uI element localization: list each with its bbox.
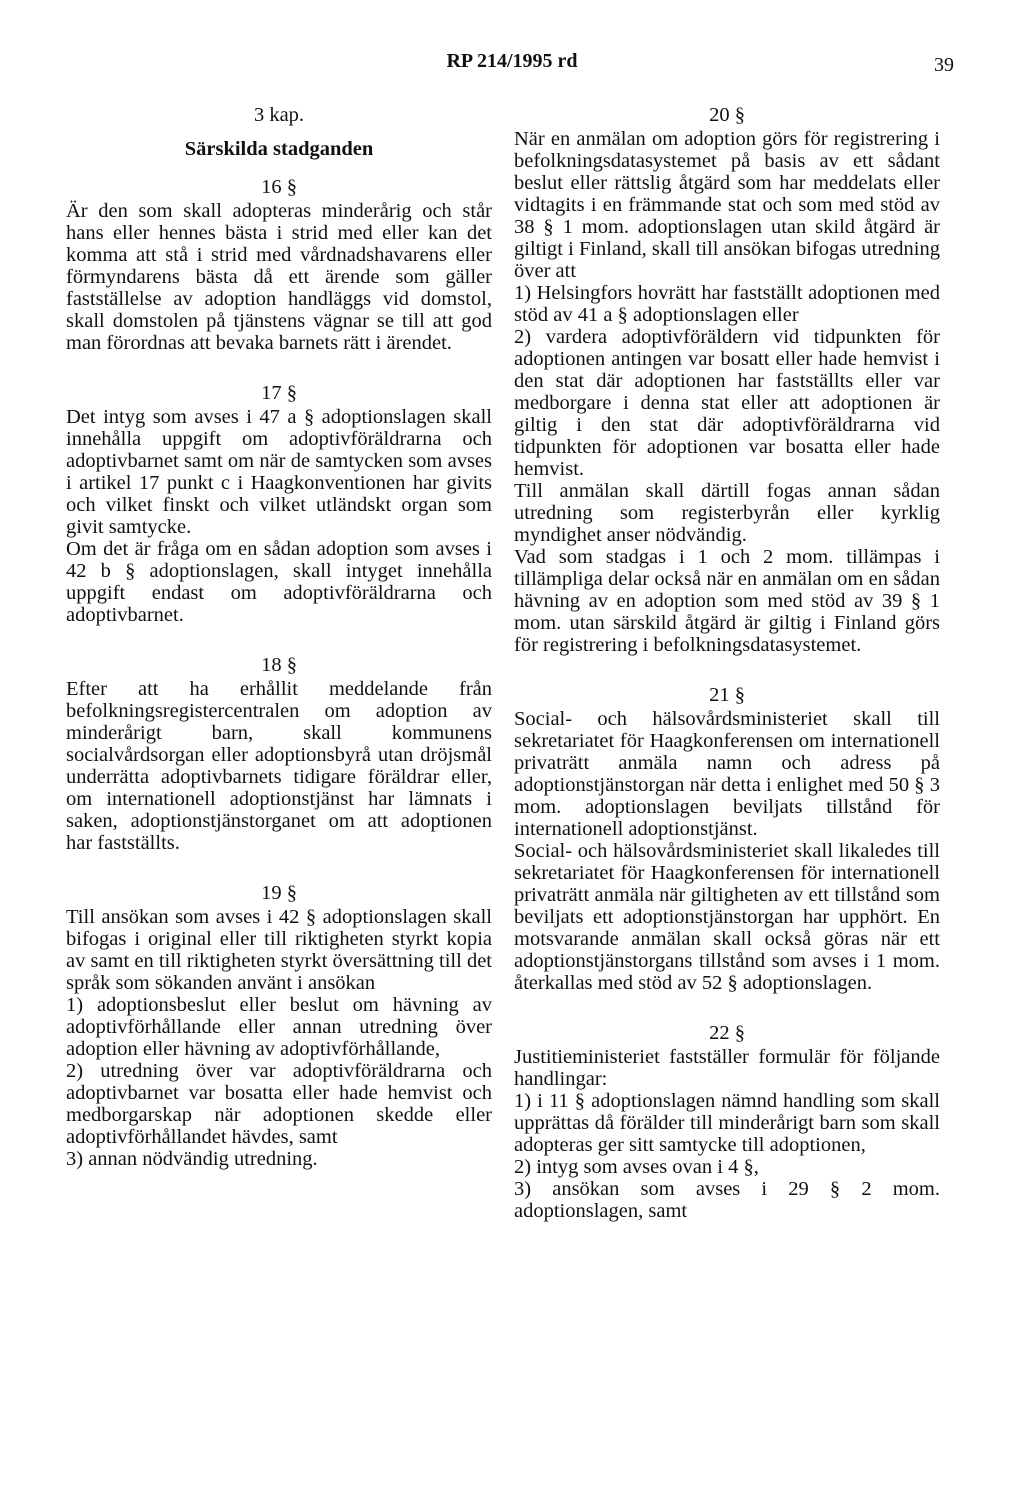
- chapter-number: 3 kap.: [253, 104, 305, 126]
- section-number: 21 §: [709, 684, 745, 706]
- section-22: [514, 1022, 940, 1222]
- left-column: [66, 104, 492, 1198]
- paragraph: Justitieministeriet fastställer formulär för följande handlingar:: [514, 1046, 940, 1090]
- section-number: 16 §: [261, 176, 297, 198]
- paragraph: Efter att ha erhållit meddelande från befolkningsregistercentralen om adoption av minderårigt barn, skall kommunens socialvårdsorgan eller adoptionsbyrå utan dröjsmål underrätta adoptivbarnets tidigare föräldrar eller, om internationell adoptionstjänst har lämnats i saken, adoptionstjänstorganet om att adoptionen har fastställts.: [66, 678, 492, 854]
- right-column: [514, 104, 940, 1250]
- section-19: [66, 882, 492, 1170]
- paragraph: Social- och hälsovårdsministeriet skall likaledes till sekretariatet för Haagkonferensen för internationell privaträtt anmäla när giltigheten av ett tillstånd som beviljats ett adoptionstjänstorgan har upphört. En motsvarande anmälan skall också göras när ett adoptionstjänstorgans tillstånd som avses i 1 mom. återkallas med stöd av 52 § adoptionslagen.: [514, 840, 940, 994]
- paragraph: 3) ansökan som avses i 29 § 2 mom. adoptionslagen, samt: [514, 1178, 940, 1222]
- page-number: 39: [934, 54, 954, 76]
- paragraph: 1) i 11 § adoptionslagen nämnd handling som skall upprättas då förälder till minderårigt barn som skall adopteras ger sitt samtycke till adoptionen,: [514, 1090, 940, 1156]
- section-number: 22 §: [709, 1022, 745, 1044]
- paragraph: 3) annan nödvändig utredning.: [66, 1148, 318, 1170]
- paragraph: Är den som skall adopteras minderårig och står hans eller hennes bästa i strid med eller kan det komma att stå i strid med vårdnadshavarens eller förmyndarens bästa då ett ärende som gäller fastställelse av adoption handläggs vid domstol, skall domstolen på tjänstens vägnar se till att god man förordnas att bevaka barnets rätt i ärendet.: [66, 200, 492, 354]
- section-number: 18 §: [261, 654, 297, 676]
- paragraph: Till ansökan som avses i 42 § adoptionslagen skall bifogas i original eller till riktigheten styrkt kopia av samt en till riktigheten styrkt översättning till det språk som sökanden använt i ansökan: [66, 906, 492, 994]
- paragraph: 1) Helsingfors hovrätt har fastställt adoptionen med stöd av 41 a § adoptionslagen eller: [514, 282, 940, 326]
- paragraph: Det intyg som avses i 47 a § adoptionslagen skall innehålla uppgift om adoptivföräldrarna och adoptivbarnet samt om när de samtycken som avses i artikel 17 punkt c i Haagkonventionen har givits och vilket finskt och vilket utländskt organ som givit samtycke.: [66, 406, 492, 538]
- section-16: [66, 176, 492, 354]
- section-20: [514, 104, 940, 656]
- chapter-heading: Särskilda stadganden: [184, 138, 374, 160]
- paragraph: Till anmälan skall därtill fogas annan sådan utredning som registerbyrån eller kyrklig myndighet anser nödvändig.: [514, 480, 940, 546]
- paragraph: Social- och hälsovårdsministeriet skall till sekretariatet för Haagkonferensen om internationell privaträtt anmäla namn och adress på adoptionstjänstorgan när detta i enlighet med 50 § 3 mom. adoptionslagen beviljats tillstånd för internationell adoptionstjänst.: [514, 708, 940, 840]
- paragraph: 2) intyg som avses ovan i 4 §,: [514, 1156, 759, 1178]
- paragraph: 1) adoptionsbeslut eller beslut om hävning av adoptivförhållande eller annan utredning över adoption eller hävning av adoptivförhållande,: [66, 994, 492, 1060]
- section-number: 20 §: [709, 104, 745, 126]
- paragraph: 2) vardera adoptivföräldern vid tidpunkten för adoptionen antingen var bosatt eller hade hemvist i den stat där adoptionen har fastställts eller var medborgare i denna stat eller att adoptionen är giltig i den stat där adoptivföräldrarna vid tidpunkten för adoptionen var bosatta eller hade hemvist.: [514, 326, 940, 480]
- section-17: [66, 382, 492, 626]
- page-header-title: RP 214/1995 rd: [446, 50, 578, 72]
- paragraph: 2) utredning över var adoptivföräldrarna och adoptivbarnet var bosatta eller hade hemvist och medborgarskap när adoptionen skedde eller adoptivförhållandet hävdes, samt: [66, 1060, 492, 1148]
- section-number: 17 §: [261, 382, 297, 404]
- paragraph: Vad som stadgas i 1 och 2 mom. tillämpas i tillämpliga delar också när en anmälan om en sådan hävning av en adoption som med stöd av 39 § 1 mom. utan särskild åtgärd är giltig i Finland görs för registrering i befolkningsdatasystemet.: [514, 546, 940, 656]
- section-18: [66, 654, 492, 854]
- paragraph: När en anmälan om adoption görs för registrering i befolkningsdatasystemet på basis av ett sådant beslut eller rättslig åtgärd som har meddelats eller vidtagits i en främmande stat och som med stöd av 38 § 1 mom. adoptionslagen utan skild åtgärd är giltigt i Finland, skall till ansökan bifogas utredning över att: [514, 128, 940, 282]
- section-21: [514, 684, 940, 994]
- paragraph: Om det är fråga om en sådan adoption som avses i 42 b § adoptionslagen, skall intyget innehålla uppgift endast om adoptivföräldrarna och adoptivbarnet.: [66, 538, 492, 626]
- section-number: 19 §: [261, 882, 297, 904]
